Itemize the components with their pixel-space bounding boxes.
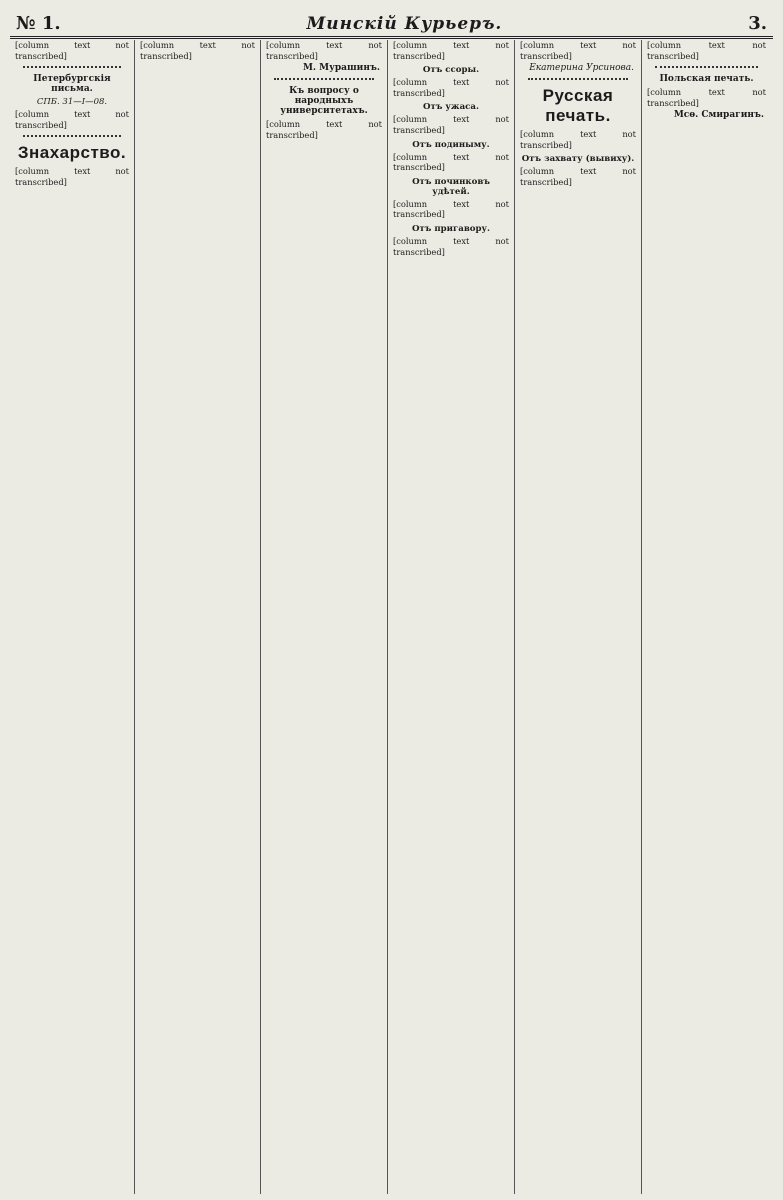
article-text: [column text not transcribed]: [393, 235, 509, 257]
subheading: Отъ ссоры.: [422, 65, 480, 76]
column-2: [135, 40, 261, 1194]
subheading: Отъ захвату (вывиху).: [521, 154, 635, 165]
column-1: [10, 40, 135, 1194]
article-text: [column text not transcribed]: [393, 114, 509, 135]
masthead: [10, 6, 773, 39]
page-number: 3.: [748, 13, 767, 34]
article-text: [column text not transcribed]: [15, 166, 129, 187]
divider: [274, 78, 374, 80]
article-heading: Къ вопросу о народныхъ университетахъ.: [280, 86, 368, 117]
article-text: [column text not transcribed]: [140, 40, 255, 61]
column-3: [261, 40, 388, 1194]
subheading: Отъ подиныму.: [412, 139, 490, 150]
divider: [655, 66, 758, 68]
paper-title: Минскій Курьеръ.: [306, 14, 503, 34]
article-text: [column text not transcribed]: [393, 40, 509, 61]
article-text: [column text not transcribed]: [393, 198, 509, 220]
divider: [528, 78, 628, 80]
subheading: Отъ починковъ удѣтей.: [412, 176, 490, 197]
article-text: [column text not transcribed]: [520, 40, 636, 61]
author-signature: Екатерина Урсинова.: [529, 63, 634, 74]
article-text: [column text not transcribed]: [393, 151, 509, 173]
article-text: [column text not transcribed]: [266, 119, 382, 140]
article-text: [column text not transcribed]: [647, 87, 766, 108]
divider: [23, 135, 121, 137]
article-text: [column text not transcribed]: [15, 109, 129, 130]
article-text: [column text not transcribed]: [520, 166, 636, 187]
columns-grid: [10, 40, 775, 1194]
divider: [23, 66, 121, 68]
article-text: [column text not transcribed]: [520, 129, 636, 150]
column-5: [515, 40, 642, 1194]
section-heading: Русская печать.: [542, 86, 614, 126]
article-text: [column text not transcribed]: [393, 77, 509, 98]
article-text: [column text not transcribed]: [266, 40, 382, 61]
article-text: [column text not transcribed]: [647, 40, 766, 61]
author-signature: Мсѳ. Смирагинъ.: [673, 110, 764, 121]
issue-number: № 1.: [16, 13, 61, 34]
author-signature: М. Мурашинъ.: [302, 63, 380, 74]
subheading: Отъ пригавору.: [411, 223, 491, 234]
article-text: [column text not transcribed]: [15, 40, 129, 61]
section-heading: Знахарство.: [17, 143, 127, 163]
column-4: [388, 40, 515, 1194]
column-6: [642, 40, 771, 1194]
article-heading: Петербургскія письма.: [33, 74, 111, 95]
article-heading: Польская печать.: [659, 74, 754, 85]
dateline: СПБ. 31—I—08.: [36, 97, 108, 108]
subheading: Отъ ужаса.: [423, 102, 479, 113]
